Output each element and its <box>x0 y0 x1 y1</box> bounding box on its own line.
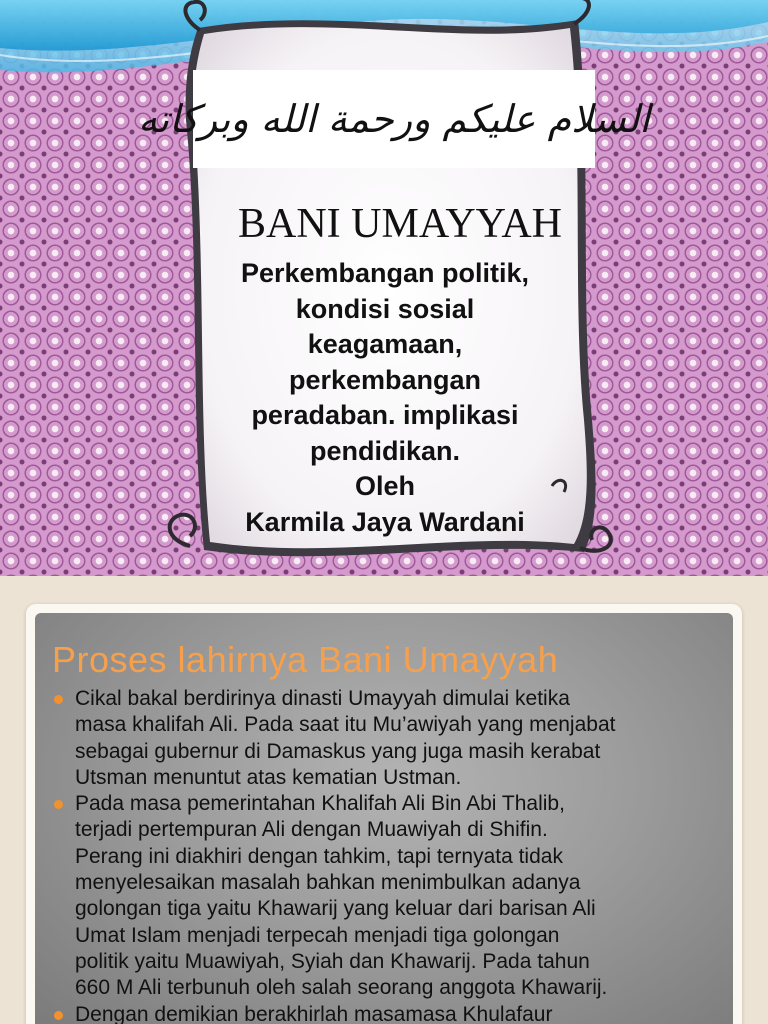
subtitle-line: kondisi sosial <box>295 293 475 324</box>
bullet-icon <box>54 800 63 809</box>
list-item <box>52 791 732 1001</box>
bullet-line: Cikal bakal berdirinya dinasti Umayyah dimulai ketika <box>75 687 570 710</box>
bullet-line: golongan tiga yaitu Khawarij yang keluar dari barisan Ali <box>75 897 596 921</box>
bullet-list <box>52 686 732 1024</box>
bullet-line: Dengan demikian berakhirlah masamasa Khulafaur <box>75 1002 553 1024</box>
bullet-line: menyelesaikan masalah bahkan menimbulkan adanya <box>75 871 581 895</box>
salam-text: السلام عليكم ورحمة الله وبركاته <box>138 97 650 141</box>
bullet-line: Perang ini diakhiri dengan tahkim, tapi ternyata tidak <box>75 844 563 868</box>
subtitle-block <box>190 256 580 540</box>
subtitle-line: perkembangan <box>288 364 482 395</box>
bullet-icon <box>54 695 63 704</box>
bullet-line: Utsman menuntut atas kematian Ustman. <box>75 765 462 789</box>
slide-title: BANI UMAYYAH <box>238 201 562 247</box>
bullet-icon <box>54 1011 63 1020</box>
bullet-line: Pada masa pemerintahan Khalifah Ali Bin Abi Thalib, <box>75 792 565 816</box>
list-item <box>52 1002 732 1024</box>
bullet-line: 660 M Ali terbunuh oleh salah seorang anggota Khawarij. <box>75 976 608 1000</box>
subtitle-line: Perkembangan politik, <box>240 258 530 288</box>
subtitle-line: pendidikan. <box>309 435 461 466</box>
author-label: Oleh <box>354 471 415 501</box>
subtitle-line: keagamaan, <box>307 329 463 359</box>
subtitle-line: peradaban. implikasi <box>251 400 519 430</box>
salam-calligraphy <box>138 70 650 168</box>
author-name: Karmila Jaya Wardani <box>245 506 525 537</box>
section-title: Proses lahirnya Bani Umayyah <box>52 639 559 680</box>
content-slide <box>35 613 733 1024</box>
bullet-line: politik yaitu Muawiyah, Syiah dan Khawarij. Pada tahun <box>75 949 590 973</box>
list-item <box>52 686 732 791</box>
bullet-line: sebagai gubernur di Damaskus yang juga masih kerabat <box>75 739 601 763</box>
bullet-line: masa khalifah Ali. Pada saat itu Mu’awiyah yang menjabat <box>75 713 616 737</box>
bullet-line: terjadi pertempuran Ali dengan Muawiyah di Shifin. <box>75 818 548 842</box>
bullet-line: Umat Islam menjadi terpecah menjadi tiga golongan <box>75 923 560 947</box>
